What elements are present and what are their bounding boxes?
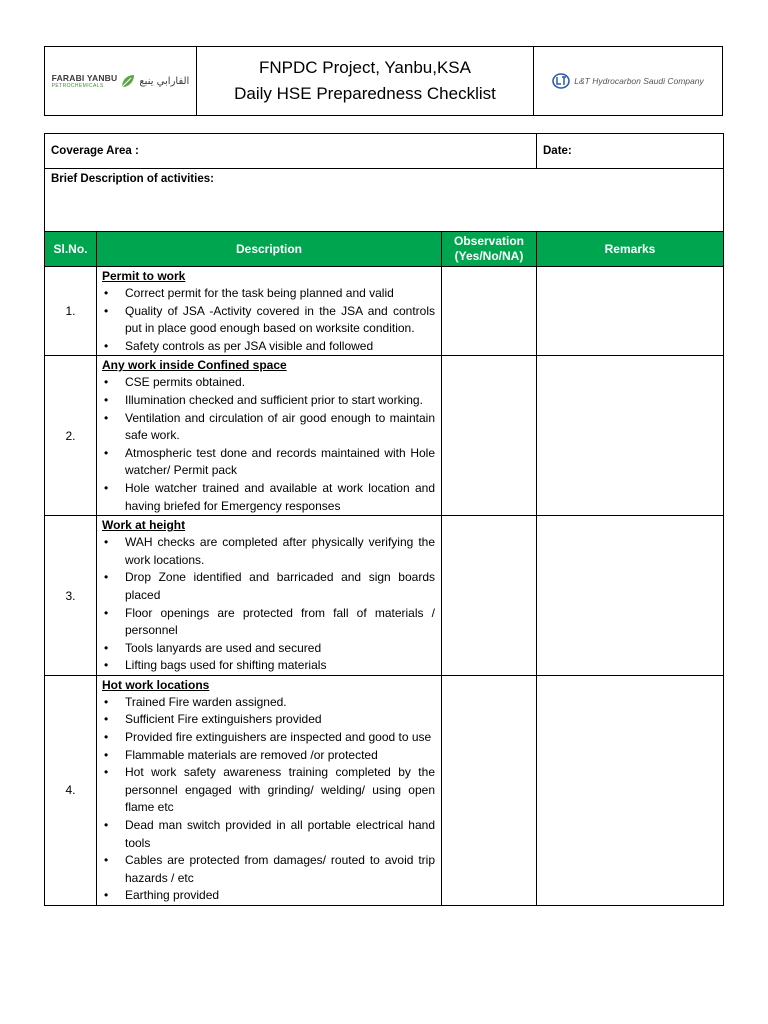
bullet-icon: • bbox=[104, 888, 109, 903]
checklist-item bbox=[102, 711, 435, 729]
checklist-item bbox=[102, 640, 435, 658]
observation-cell[interactable] bbox=[442, 356, 537, 516]
document-header bbox=[44, 46, 723, 116]
checklist-item-text: Dead man switch provided in all portable electrical hand tools bbox=[125, 818, 435, 850]
farabi-yanbu-logo bbox=[52, 73, 190, 89]
bullet-icon: • bbox=[104, 640, 109, 655]
checklist-item-text: Ventilation and circulation of air good enough to maintain safe work. bbox=[125, 410, 435, 443]
checklist-item-text: Illumination checked and sufficient prior to start working. bbox=[125, 392, 423, 407]
checklist-item bbox=[102, 764, 435, 817]
date-field[interactable] bbox=[537, 134, 724, 169]
bullet-icon: • bbox=[104, 286, 109, 300]
checklist-item-text: Floor openings are protected from fall of materials / personnel bbox=[125, 605, 435, 638]
coverage-area-field[interactable] bbox=[45, 134, 537, 169]
checklist-row bbox=[45, 356, 724, 516]
remarks-cell[interactable] bbox=[537, 267, 724, 356]
description-header: Description bbox=[97, 232, 442, 267]
row-description bbox=[97, 267, 442, 356]
checklist-item bbox=[102, 445, 435, 480]
bullet-icon: • bbox=[104, 375, 109, 390]
checklist-item bbox=[102, 747, 435, 765]
observation-cell[interactable] bbox=[442, 267, 537, 356]
brief-description-row bbox=[45, 169, 724, 232]
coverage-area-label: Coverage Area : bbox=[51, 145, 139, 157]
project-title: FNPDC Project, Yanbu,KSA bbox=[259, 58, 471, 77]
checklist-item-text: Sufficient Fire extinguishers provided bbox=[125, 712, 322, 727]
farabi-logo-name: FARABI YANBU bbox=[51, 73, 118, 83]
bullet-icon: • bbox=[104, 480, 109, 495]
checklist-item bbox=[102, 605, 435, 640]
checklist-item bbox=[102, 338, 435, 356]
checklist-item bbox=[102, 657, 435, 675]
bullet-icon: • bbox=[104, 818, 109, 833]
title-cell bbox=[197, 47, 534, 115]
lt-logo-cell bbox=[534, 47, 722, 115]
observation-cell[interactable] bbox=[442, 675, 537, 905]
bullet-icon: • bbox=[104, 303, 109, 318]
checklist-title: Daily HSE Preparedness Checklist bbox=[234, 84, 496, 103]
bullet-icon: • bbox=[104, 694, 109, 709]
checklist-items bbox=[102, 534, 435, 675]
farabi-logo-arabic: الفارابي ينبع bbox=[139, 75, 190, 87]
row-description bbox=[97, 356, 442, 516]
bullet-icon: • bbox=[104, 605, 109, 620]
checklist-item-text: Atmospheric test done and records maintained with Hole watcher/ Permit pack bbox=[125, 445, 435, 478]
checklist-item-text: Cables are protected from damages/ routed to avoid trip hazards / etc bbox=[125, 853, 435, 885]
checklist-item-text: CSE permits obtained. bbox=[125, 375, 246, 390]
checklist-item-text: Quality of JSA -Activity covered in the JSA and controls put in place good enough based on worksite condition. bbox=[125, 303, 435, 336]
lt-emblem-icon bbox=[552, 73, 570, 89]
checklist-item-text: Safety controls as per JSA visible and followed bbox=[125, 338, 374, 353]
checklist-item bbox=[102, 852, 435, 887]
row-number: 3. bbox=[45, 516, 97, 676]
section-title: Any work inside Confined space bbox=[102, 358, 287, 373]
coverage-row bbox=[45, 134, 724, 169]
checklist-item bbox=[102, 285, 435, 303]
bullet-icon: • bbox=[104, 658, 109, 673]
bullet-icon: • bbox=[104, 712, 109, 727]
brief-description-field[interactable] bbox=[45, 169, 724, 232]
checklist-item bbox=[102, 569, 435, 604]
bullet-icon: • bbox=[104, 853, 109, 868]
checklist-row bbox=[45, 267, 724, 356]
checklist-item-text: WAH checks are completed after physically verifying the work locations. bbox=[125, 535, 435, 567]
checklist-items bbox=[102, 374, 435, 515]
checklist-item bbox=[102, 729, 435, 747]
row-description bbox=[97, 675, 442, 905]
checklist-item bbox=[102, 392, 435, 410]
checklist-item-text: Tools lanyards are used and secured bbox=[125, 640, 322, 655]
checklist-items bbox=[102, 694, 435, 905]
observation-cell[interactable] bbox=[442, 516, 537, 676]
checklist-item-text: Flammable materials are removed /or protected bbox=[125, 747, 378, 762]
table-header-row bbox=[45, 232, 724, 267]
checklist-item-text: Correct permit for the task being planned and valid bbox=[125, 286, 394, 300]
checklist-item-text: Lifting bags used for shifting materials bbox=[125, 658, 327, 673]
row-number: 1. bbox=[45, 267, 97, 356]
checklist-item bbox=[102, 534, 435, 569]
checklist-item-text: Provided fire extinguishers are inspected and good to use bbox=[125, 730, 432, 745]
bullet-icon: • bbox=[104, 338, 109, 353]
checklist-item-text: Hole watcher trained and available at work location and having briefed for Emergency responses bbox=[125, 480, 435, 513]
checklist-row bbox=[45, 516, 724, 676]
checklist-item bbox=[102, 374, 435, 392]
section-title: Hot work locations bbox=[102, 677, 210, 692]
checklist-item bbox=[102, 410, 435, 445]
remarks-cell[interactable] bbox=[537, 675, 724, 905]
checklist-item-text: Hot work safety awareness training completed by the personnel engaged with grinding/ welding/ using open flame etc bbox=[125, 765, 435, 815]
checklist-item bbox=[102, 817, 435, 852]
slno-header: Sl.No. bbox=[45, 232, 97, 267]
checklist-item bbox=[102, 694, 435, 712]
section-title: Work at height bbox=[102, 518, 186, 533]
date-label: Date: bbox=[543, 145, 572, 157]
remarks-cell[interactable] bbox=[537, 356, 724, 516]
row-number: 2. bbox=[45, 356, 97, 516]
bullet-icon: • bbox=[104, 765, 109, 780]
bullet-icon: • bbox=[104, 410, 109, 425]
lt-logo-text: L&T Hydrocarbon Saudi Company bbox=[574, 76, 704, 86]
checklist-item bbox=[102, 303, 435, 338]
row-number: 4. bbox=[45, 675, 97, 905]
bullet-icon: • bbox=[104, 730, 109, 745]
checklist-items bbox=[102, 285, 435, 355]
brief-description-label: Brief Description of activities: bbox=[51, 173, 214, 185]
remarks-header: Remarks bbox=[537, 232, 724, 267]
bullet-icon: • bbox=[104, 535, 109, 550]
bullet-icon: • bbox=[104, 570, 109, 585]
farabi-logo-cell bbox=[45, 47, 197, 115]
remarks-cell[interactable] bbox=[537, 516, 724, 676]
bullet-icon: • bbox=[104, 392, 109, 407]
checklist-item-text: Earthing provided bbox=[125, 888, 220, 903]
leaf-icon bbox=[120, 73, 136, 89]
lt-hydrocarbon-logo bbox=[552, 73, 703, 89]
checklist-item bbox=[102, 887, 435, 905]
farabi-logo-sub: PETROCHEMICALS bbox=[51, 83, 104, 89]
checklist-table bbox=[44, 133, 724, 906]
checklist-item-text: Trained Fire warden assigned. bbox=[125, 694, 287, 709]
bullet-icon: • bbox=[104, 747, 109, 762]
checklist-item-text: Drop Zone identified and barricaded and sign boards placed bbox=[125, 570, 435, 602]
observation-header: Observation (Yes/No/NA) bbox=[442, 232, 537, 267]
bullet-icon: • bbox=[104, 445, 109, 460]
checklist-row bbox=[45, 675, 724, 905]
section-title: Permit to work bbox=[102, 269, 186, 283]
checklist-item bbox=[102, 480, 435, 515]
row-description bbox=[97, 516, 442, 676]
